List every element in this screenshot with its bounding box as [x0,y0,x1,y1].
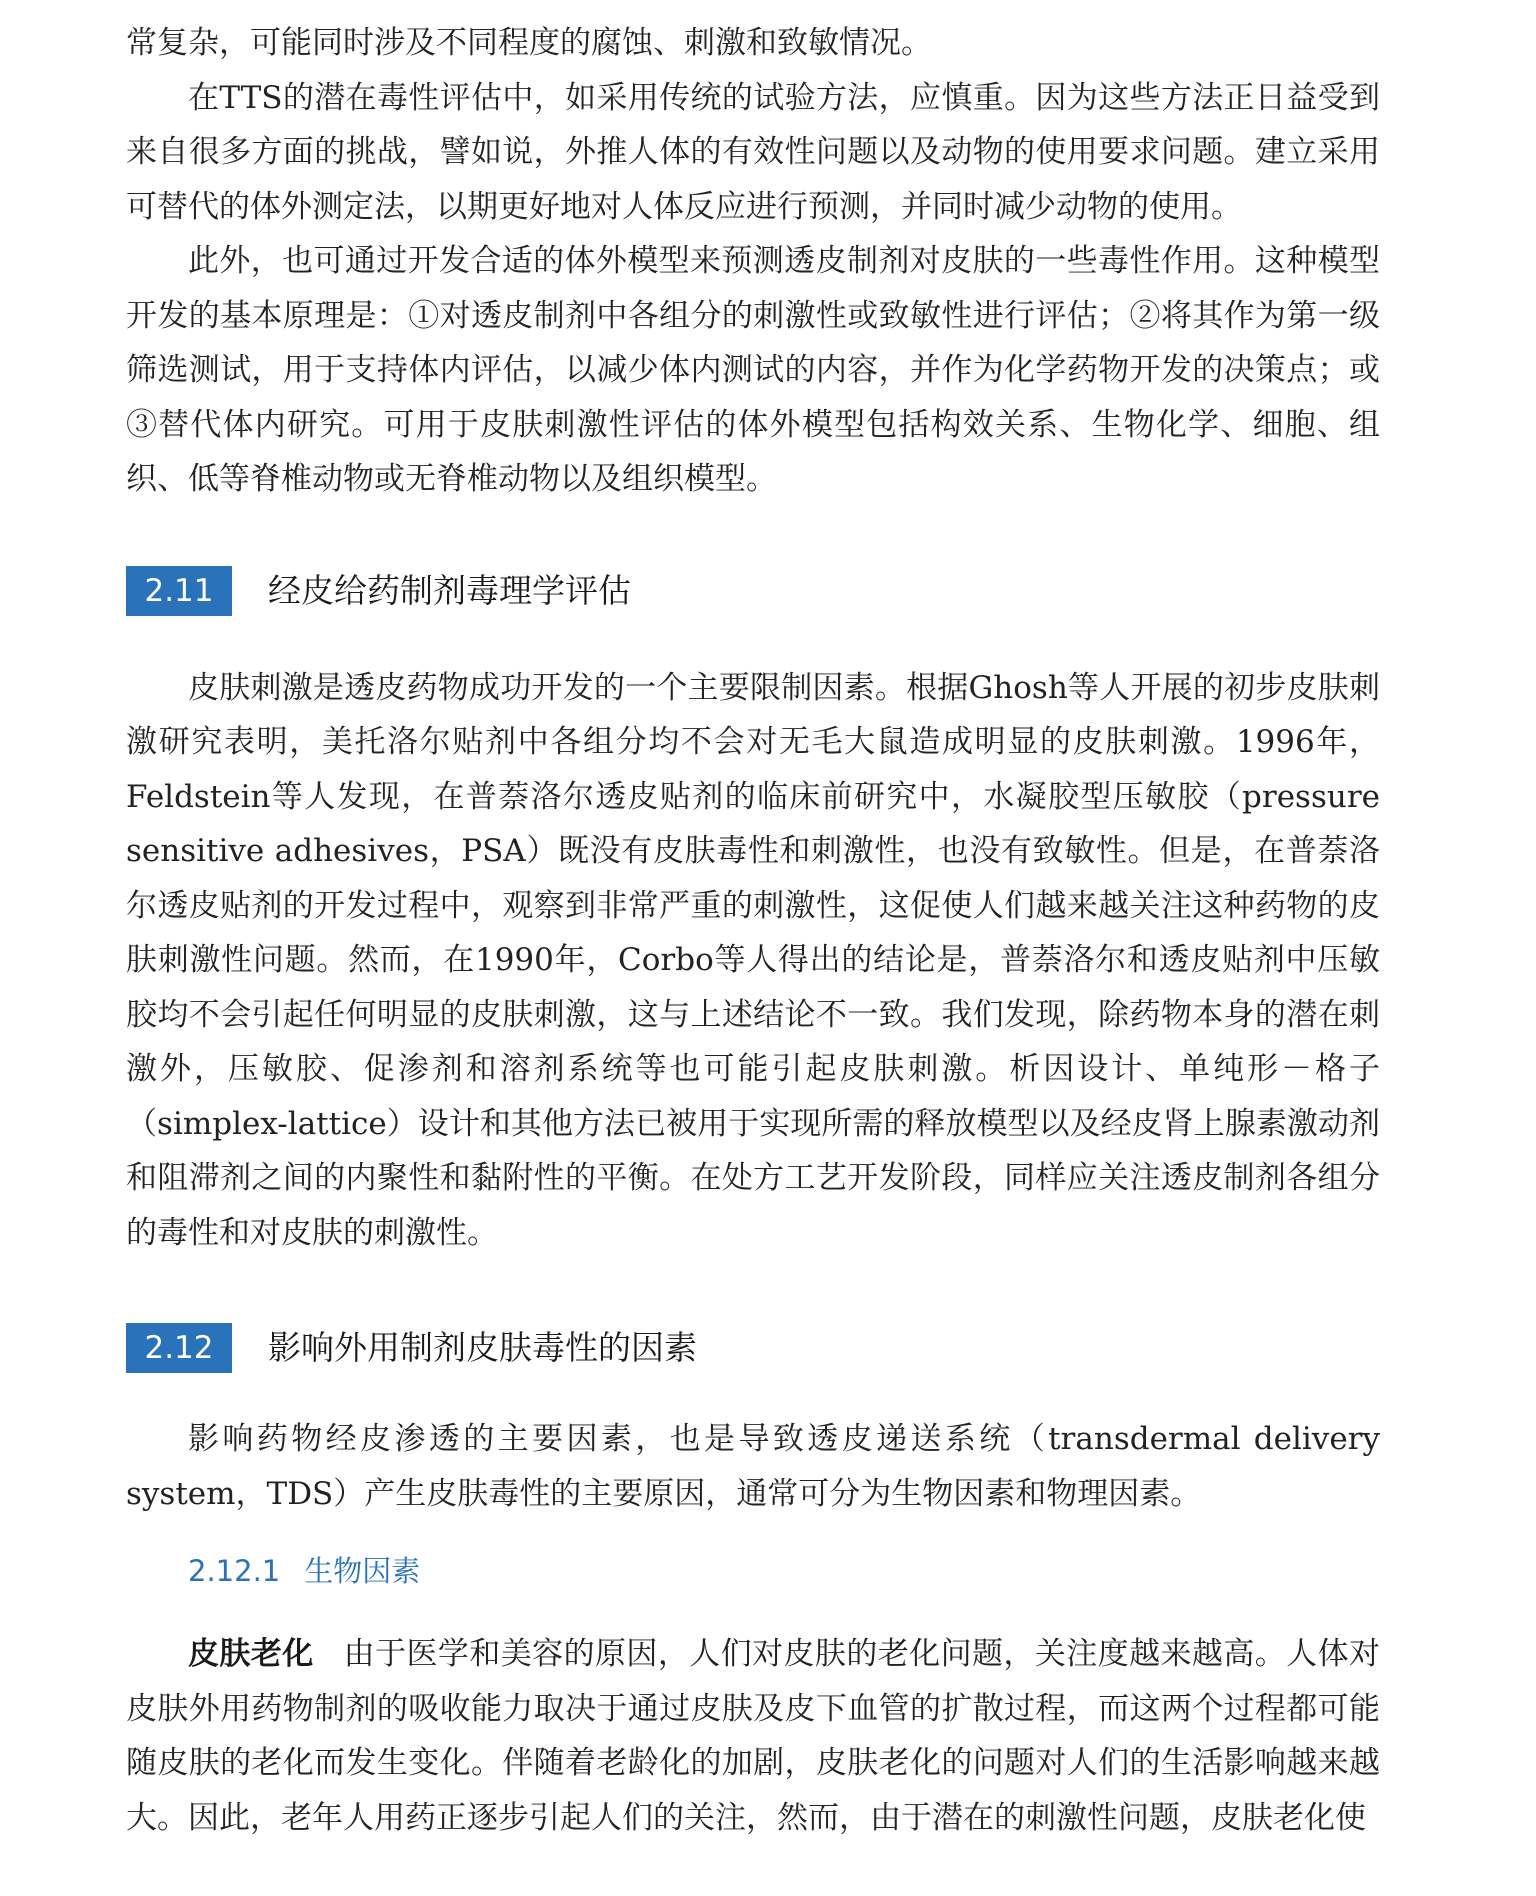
section-heading-2-11 [126,565,1380,617]
tds-factors-paragraph: 影响药物经皮渗透的主要因素，也是导致透皮递送系统（transdermal delivery system，TDS）产生皮肤毒性的主要原因，通常可分为生物因素和物理因素。 [126,1421,1380,1512]
skin-irritation-paragraph: 皮肤刺激是透皮药物成功开发的一个主要限制因素。根据Ghosh等人开展的初步皮肤刺激研究表明，美托洛尔贴剂中各组分均不会对无毛大鼠造成明显的皮肤刺激。1996年，Feldstein等人发现，在普萘洛尔透皮贴剂的临床前研究中，水凝胶型压敏胶（pressure sensitive adhesives，PSA）既没有皮肤毒性和刺激性，也没有致敏性。但是，在普萘洛尔透皮贴剂的开发过程中，观察到非常严重的刺激性，这促使人们越来越关注这种药物的皮肤刺激性问题。然而，在1990年，Corbo等人得出的结论是，普萘洛尔和透皮贴剂中压敏胶均不会引起任何明显的皮肤刺激，这与上述结论不一致。我们发现，除药物本身的潜在刺激外，压敏胶、促渗剂和溶剂系统等也可能引起皮肤刺激。析因设计、单纯形－格子（simplex-lattice）设计和其他方法已被用于实现所需的释放模型以及经皮肾上腺素激动剂和阻滞剂之间的内聚性和黏附性的平衡。在处方工艺开发阶段，同样应关注透皮制剂各组分的毒性和对皮肤的刺激性。 [126,669,1380,1251]
spacer [126,617,1380,661]
subsection-heading-2-12-1 [126,1543,1380,1599]
run-in-heading: 皮肤老化 [188,1636,314,1672]
subsection-title: 生物因素 [304,1554,421,1588]
skin-aging-text: 由于医学和美容的原因，人们对皮肤的老化问题，关注度越来越高。人体对皮肤外用药物制剂的吸收能力取决于通过皮肤及皮下血管的扩散过程，而这两个过程都可能随皮肤的老化而发生变化。伴随着老龄化的加剧，皮肤老化的问题对人们的生活影响越来越大。因此，老年人用药正逐步引起人们的关注，然而，由于潜在的刺激性问题，皮肤老化使 [126,1636,1381,1836]
section-title: 影响外用制剂皮肤毒性的因素 [268,1328,697,1367]
spacer [126,1599,1380,1627]
in-vitro-models-paragraph: 此外，也可通过开发合适的体外模型来预测透皮制剂对皮肤的一些毒性作用。这种模型开发的基本原理是：①对透皮制剂中各组分的刺激性或致敏性进行评估；②将其作为第一级筛选测试，用于支持体内评估，以减少体内测试的内容，并作为化学药物开发的决策点；或③替代体内研究。可用于皮肤刺激性评估的体外模型包括构效关系、生物化学、细胞、组织、低等脊椎动物或无脊椎动物以及组织模型。 [126,243,1380,497]
tts-evaluation-paragraph: 在TTS的潜在毒性评估中，如采用传统的试验方法，应慎重。因为这些方法正日益受到来自很多方面的挑战，譬如说，外推人体的有效性问题以及动物的使用要求问题。建立采用可替代的体外测定法，以期更好地对人体反应进行预测，并同时减少动物的使用。 [126,79,1380,225]
continued-paragraph: 常复杂，可能同时涉及不同程度的腐蚀、刺激和致敏情况。 [126,25,932,61]
spacer [126,507,1380,565]
section-number-badge: 2.12 [126,1323,232,1373]
section-title: 经皮给药制剂毒理学评估 [268,570,631,610]
spacer [126,1521,1380,1543]
document-page [126,16,1380,1845]
subsection-number: 2.12.1 [188,1554,281,1588]
spacer [126,1260,1380,1322]
skin-aging-paragraph [126,1627,1380,1845]
section-heading-2-12 [126,1322,1380,1374]
spacer [126,1374,1380,1412]
section-number-badge: 2.11 [126,566,232,616]
